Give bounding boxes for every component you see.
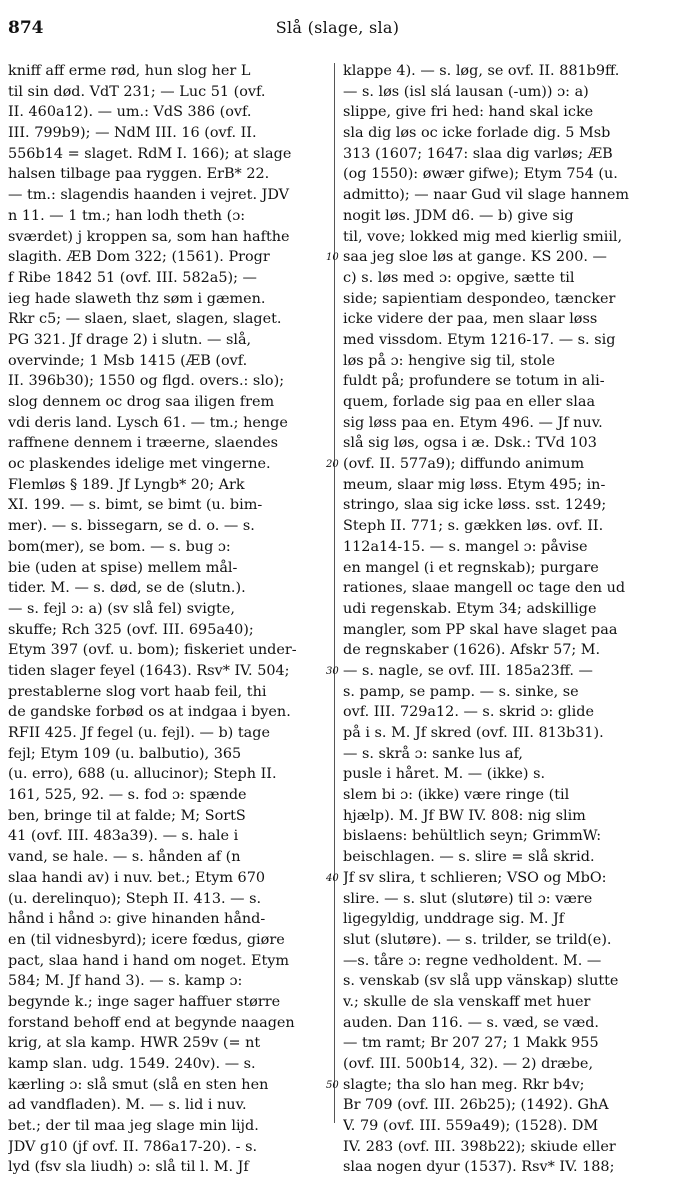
text-line: slire. — s. slut (slutøre) til ɔ: være — [343, 890, 593, 907]
text-line: n 11. — 1 tm.; han lodh theth (ɔ: — [8, 207, 246, 224]
text-line: III. 799b9); — NdM III. 16 (ovf. II. — [8, 125, 257, 142]
right-column — [343, 61, 673, 1178]
text-line: Steph II. 771; s. gækken løs. ovf. II. — [343, 518, 604, 535]
text-line: bislaens: behültlich seyn; GrimmW: — [343, 828, 602, 845]
text-line: mangler, som PP skal have slaget paa — [343, 621, 618, 638]
text-line: kamp slan. udg. 1549. 240v). — s. — [8, 1056, 256, 1072]
text-line: en mangel (i et regnskab); purgare — [343, 559, 599, 576]
text-line: prestablerne slog vort haab feil, thi — [8, 683, 267, 700]
text-line: — s. fejl ɔ: a) (sv slå fel) svigte, — [8, 600, 235, 617]
text-line: sla dig løs oc icke forlade dig. 5 Msb — [343, 125, 611, 142]
text-line: halsen tilbage paa ryggen. ErB* 22. — [8, 166, 270, 183]
text-line: vand, se hale. — s. hånden af (n — [8, 849, 241, 866]
text-line: tider. M. — s. død, se de (slutn.). — [8, 580, 246, 597]
text-line: udi regenskab. Etym 34; adskillige — [343, 600, 597, 617]
text-line: ligegyldig, unddrage sig. M. Jf — [343, 911, 565, 928]
text-line: (u. derelinquo); Steph II. 413. — s. — [8, 890, 262, 907]
text-line: begynde k.; inge sager haffuer større — [8, 993, 281, 1010]
text-line: mer). — s. bissegarn, se d. o. — s. — [8, 518, 255, 535]
text-line: slut (slutøre). — s. trilder, se trild(e). — [343, 931, 612, 948]
text-line: RFII 425. Jf fegel (u. fejl). — b) tage — [8, 725, 270, 741]
text-line: pusle i håret. M. — (ikke) s. — [343, 766, 546, 783]
text-line: tiden slager feyel (1643). Rsv* IV. 504; — [8, 662, 290, 679]
text-line: ben, bringe til at falde; M; SortS — [8, 807, 246, 824]
text-line: slaa handi av) i nuv. bet.; Etym 670 — [8, 869, 266, 886]
text-line: sig løss paa en. Etym 496. — Jf nuv. — [343, 414, 603, 431]
text-line: Flemløs § 189. Jf Lyngb* 20; Ark — [8, 476, 245, 493]
text-line: krig, at sla kamp. HWR 259v (= nt — [8, 1035, 261, 1052]
text-line: kniff aff erme rød, hun slog her L — [8, 63, 251, 79]
text-line: fejl; Etym 109 (u. balbutio), 365 — [8, 745, 242, 762]
text-line: oc plaskendes idelige met vingerne. — [8, 456, 271, 473]
text-line: bie (uden at spise) mellem mål- — [8, 559, 238, 576]
text-line: slagte; tha slo han meg. Rkr b4v; — [343, 1076, 585, 1093]
text-line: de gandske forbød os at indgaa i byen. — [8, 704, 291, 721]
text-line: vdi deris land. Lysch 61. — tm.; henge — [8, 414, 288, 431]
text-line: hånd i hånd ɔ: give hinanden hånd- — [8, 911, 266, 928]
text-line: overvinde; 1 Msb 1415 (ÆB (ovf. — [8, 352, 248, 369]
text-line: beischlagen. — s. slire = slå skrid. — [343, 849, 595, 866]
text-line: PG 321. Jf drage 2) i slutn. — slå, — [8, 331, 252, 348]
text-line: sværdet) j kroppen sa, som han hafthe — [8, 228, 290, 245]
text-line: c) s. løs med ɔ: opgive, sætte til — [343, 269, 575, 286]
text-line: ovf. III. 729a12. — s. skrid ɔ: glide — [343, 704, 594, 721]
text-line: (ovf. II. 577a9); diffundo animum — [343, 456, 585, 473]
text-line: icke videre der paa, men slaar løss — [343, 311, 598, 328]
text-line: —s. tåre ɔ: regne vedholdent. M. — — [343, 952, 602, 969]
text-line: IV. 283 (ovf. III. 398b22); skiude eller — [343, 1138, 616, 1155]
text-line: f Ribe 1842 51 (ovf. III. 582a5); — — [8, 269, 257, 286]
text-line: slagith. ÆB Dom 322; (1561). Progr — [8, 249, 270, 266]
text-line: 112a14-15. — s. mangel ɔ: påvise — [343, 538, 588, 555]
text-line: slem bi ɔ: (ikke) være ringe (til — [343, 787, 570, 804]
running-head: Slå (slage, sla) — [275, 18, 400, 37]
text-line: slaa nogen dyur (1537). Rsv* IV. 188; — [343, 1159, 615, 1176]
text-line: med vissdom. Etym 1216-17. — s. sig — [343, 331, 616, 348]
text-line: slog dennem oc drog saa iligen frem — [8, 394, 275, 410]
text-line: side; sapientiam despondeo, tæncker — [343, 290, 616, 307]
text-line: Rkr c5; — slaen, slaet, slagen, slaget. — [8, 311, 282, 328]
line-number-marker: 50 — [326, 1080, 339, 1092]
text-line: 161, 525, 92. — s. fod ɔ: spænde — [8, 787, 247, 804]
text-line: s. venskab (sv slå upp vänskap) slutte — [343, 973, 619, 990]
text-line: (og 1550): øwær gifwe); Etym 754 (u. — [343, 166, 618, 183]
text-line: bom(mer), se bom. — s. bug ɔ: — [8, 538, 231, 555]
text-line: ieg hade slaweth thz søm i gæmen. — [8, 290, 266, 307]
text-line: 313 (1607; 1647: slaa dig varløs; ÆB — [343, 145, 613, 162]
text-line: auden. Dan 116. — s. væd, se væd. — [343, 1014, 600, 1031]
text-line: JDV g10 (jf ovf. II. 786a17-20). - s. — [8, 1138, 258, 1155]
text-line: forstand behoff end at begynde naagen — [8, 1014, 295, 1031]
text-line: Br 709 (ovf. III. 26b25); (1492). GhA — [343, 1097, 609, 1114]
text-line: Etym 397 (ovf. u. bom); fiskeriet under- — [8, 642, 297, 659]
text-line: til, vove; lokked mig med kierlig smiil, — [343, 228, 623, 245]
left-column — [8, 61, 328, 1178]
text-line: de regnskaber (1626). Afskr 57; M. — [343, 642, 601, 659]
text-line: (ovf. III. 500b14, 32). — 2) dræbe, — [343, 1056, 594, 1072]
text-line: — s. skrå ɔ: sanke lus af, — [343, 745, 523, 762]
text-line: kærling ɔ: slå smut (slå en sten hen — [8, 1076, 269, 1093]
text-line: rationes, slaae mangell oc tage den ud — [343, 580, 626, 597]
text-line: meum, slaar mig løss. Etym 495; in- — [343, 476, 606, 493]
text-line: klappe 4). — s. løg, se ovf. II. 881b9ff. — [343, 63, 620, 79]
page-header — [8, 18, 667, 42]
text-line: admitto); — naar Gud vil slage hannem — [343, 187, 630, 204]
text-line: Jf sv slira, t schlieren; VSO og MbO: — [343, 869, 607, 886]
text-line: raffnene dennem i træerne, slaendes — [8, 435, 278, 452]
text-line: fuldt på; profundere se totum in ali- — [343, 373, 605, 390]
line-number-marker: 40 — [326, 873, 339, 885]
text-line: — tm.: slagendis haanden i vejret. JDV — [8, 187, 290, 204]
text-line: 556b14 = slaget. RdM I. 166); at slage — [8, 145, 292, 162]
text-line: s. pamp, se pamp. — s. sinke, se — [343, 683, 579, 700]
text-line: XI. 199. — s. bimt, se bimt (u. bim- — [8, 497, 263, 514]
line-number-marker: 20 — [326, 459, 339, 471]
text-line: pact, slaa hand i hand om noget. Etym — [8, 952, 290, 969]
text-line: II. 396b30); 1550 og flgd. overs.: slo); — [8, 373, 285, 390]
text-line: løs på ɔ: hengive sig til, stole — [343, 352, 556, 369]
text-line: II. 460a12). — um.: VdS 386 (ovf. — [8, 104, 252, 121]
text-line: til sin død. VdT 231; — Luc 51 (ovf. — [8, 83, 266, 100]
text-line: V. 79 (ovf. III. 559a49); (1528). DM — [343, 1118, 599, 1135]
text-line: nogit løs. JDM d6. — b) give sig — [343, 207, 574, 224]
text-line: hjælp). M. Jf BW IV. 808: nig slim — [343, 807, 586, 824]
text-line: quem, forlade sig paa en eller slaa — [343, 394, 596, 410]
text-line: slippe, give fri hed: hand skal icke — [343, 104, 594, 121]
text-line: skuffe; Rch 325 (ovf. III. 695a40); — [8, 621, 254, 638]
text-line: — s. løs (isl slá lausan (-um)) ɔ: a) — [343, 83, 589, 100]
text-line: stringo, slaa sig icke løss. sst. 1249; — [343, 497, 607, 514]
text-line: v.; skulle de sla venskaff met huer — [343, 993, 591, 1010]
text-line: (u. erro), 688 (u. allucinor); Steph II. — [8, 766, 277, 783]
text-line: på i s. M. Jf skred (ovf. III. 813b31). — [343, 725, 604, 741]
page-number: 874 — [8, 18, 44, 38]
text-line: saa jeg sloe løs at gange. KS 200. — — [343, 249, 607, 266]
line-number-marker: 30 — [326, 666, 339, 678]
text-line: lyd (fsv sla liudh) ɔ: slå til l. M. Jf — [8, 1159, 249, 1176]
text-line: en (til vidnesbyrd); icere fœdus, giøre — [8, 931, 285, 948]
text-line: 584; M. Jf hand 3). — s. kamp ɔ: — [8, 973, 243, 990]
text-line: 41 (ovf. III. 483a39). — s. hale i — [8, 828, 239, 845]
text-line: slå sig løs, ogsa i æ. Dsk.: TVd 103 — [343, 435, 597, 452]
column-divider — [334, 63, 335, 1123]
text-line: — tm ramt; Br 207 27; 1 Makk 955 — [343, 1035, 599, 1052]
text-line: — s. nagle, se ovf. III. 185a23ff. — — [343, 662, 593, 679]
line-number-marker: 10 — [326, 252, 339, 264]
text-line: bet.; der til maa jeg slage min lijd. — [8, 1118, 259, 1135]
text-line: ad vandfladen). M. — s. lid i nuv. — [8, 1097, 247, 1114]
